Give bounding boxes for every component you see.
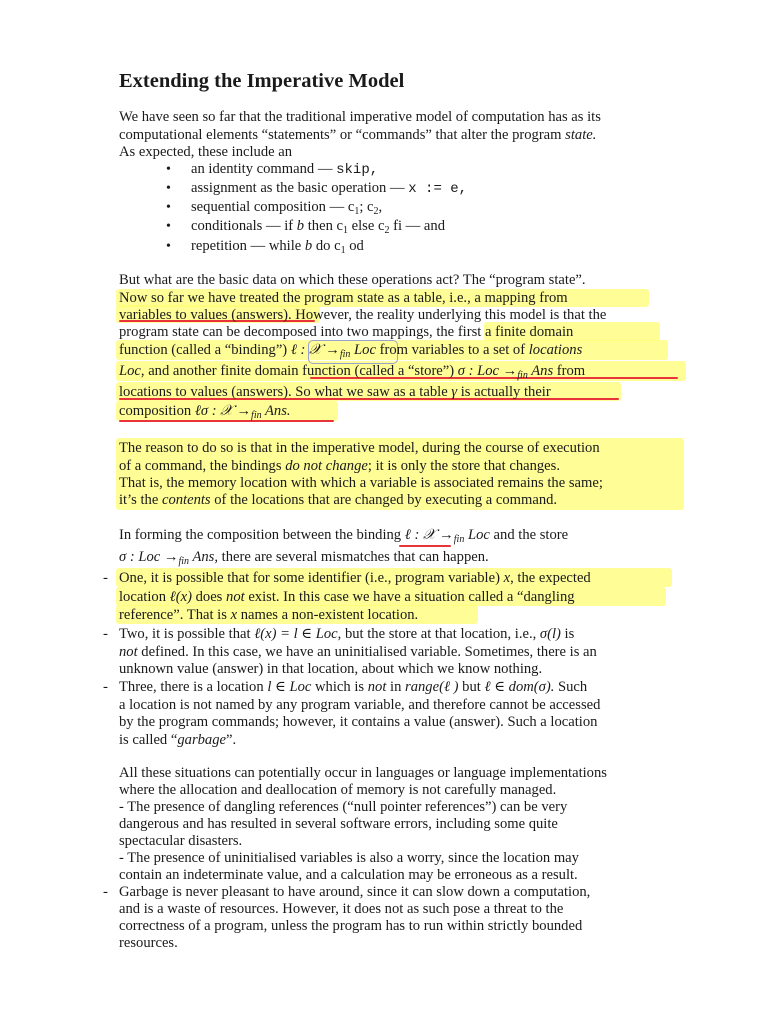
item-three-line-1: Three, there is a location l ∈ Loc which is not in range(ℓ ) but ℓ ∈ dom(σ). Such: [119, 679, 588, 695]
bullet-mark: •: [166, 200, 171, 215]
item-three-line-2: a location is not named by any program variable, and therefore cannot be accessed: [119, 697, 601, 713]
bullet-conditionals: conditionals — if b then $c_1$ else $c_2$ fi — and: [191, 218, 445, 236]
dash-mark: -: [103, 679, 108, 695]
item-one-line-2: location ℓ(x) does not exist. In this case we have a situation called a “dangling: [119, 589, 575, 605]
intro-line-2: computational elements “statements” or “commands” that alter the program state.: [119, 127, 597, 143]
garbage-line-3: correctness of a program, unless the program has to run within strictly bounded: [119, 918, 583, 934]
para3-line-1: The reason to do so is that in the imperative model, during the course of execution: [119, 440, 600, 456]
bullet-mark: •: [166, 181, 171, 196]
para2-line-8: composition ℓσ : 𝒳 $\to_{fin}$ Ans.: [119, 403, 291, 421]
para5-line-3: - The presence of dangling references (“null pointer references”) can be very: [119, 799, 568, 815]
dash-mark: -: [103, 626, 108, 642]
bullet-mark: •: [166, 219, 171, 234]
para3-line-4: it’s the contents of the locations that are changed by executing a command.: [119, 492, 558, 508]
para5-line-7: contain an indeterminate value, and a calculation may be erroneous as a result.: [119, 867, 578, 883]
page-title: Extending the Imperative Model: [119, 70, 405, 92]
garbage-line-1: Garbage is never pleasant to have around, since it can slow down a computation,: [119, 884, 591, 900]
item-two-line-2: not defined. In this case, we have an uninitialised variable. Sometimes, there is an: [119, 644, 597, 660]
para2-line-5: function (called a “binding”) ℓ : 𝒳 $\to_{fin}$ Loc from variables to a set of locations: [119, 342, 583, 360]
para5-line-1: All these situations can potentially occur in languages or language implementations: [119, 765, 607, 781]
dash-mark: -: [103, 570, 108, 586]
garbage-line-2: and is a waste of resources. However, it does not as such pose a threat to the: [119, 901, 564, 917]
intro-line-1: We have seen so far that the traditional imperative model of computation has as its: [119, 109, 601, 125]
dash-mark: -: [103, 884, 108, 900]
item-two-line-3: unknown value (answer) in that location, about which we know nothing.: [119, 661, 543, 677]
para3-line-2: of a command, the bindings do not change; it is only the store that changes.: [119, 458, 560, 474]
para5-line-6: - The presence of uninitialised variables is also a worry, since the location may: [119, 850, 579, 866]
para4-line-1: In forming the composition between the binding ℓ : 𝒳 $\to_{fin}$ Loc and the store: [119, 527, 569, 545]
bullet-mark: •: [166, 162, 171, 177]
item-three-line-3: by the program commands; however, it contains a value (answer). Such a location: [119, 714, 598, 730]
item-one-line-3: reference”. That is x names a non-existent location.: [119, 607, 419, 623]
item-two-line-1: Two, it is possible that ℓ(x) = l ∈ Loc, but the store at that location, i.e., σ(l) is: [119, 626, 575, 642]
para2-line-3: variables to values (answers). However, the reality underlying this model is that the: [119, 307, 607, 323]
bullet-mark: •: [166, 239, 171, 254]
item-one-line-1: One, it is possible that for some identifier (i.e., program variable) x, the expected: [119, 570, 591, 586]
garbage-line-4: resources.: [119, 935, 178, 951]
para4-line-2: σ : Loc $\to_{fin}$ Ans, there are several mismatches that can happen.: [119, 549, 489, 567]
para2-line-7: locations to values (answers). So what we saw as a table γ is actually their: [119, 384, 551, 400]
para2-line-2: Now so far we have treated the program state as a table, i.e., a mapping from: [119, 290, 568, 306]
bullet-assignment: assignment as the basic operation — x := e,: [191, 180, 468, 197]
para5-line-5: spectacular disasters.: [119, 833, 243, 849]
para5-line-4: dangerous and has resulted in several software errors, including some quite: [119, 816, 558, 832]
para2-line-6: Loc, and another finite domain function (called a “store”) σ : Loc $\to_{fin}$ Ans from: [119, 363, 586, 381]
bullet-identity: an identity command — skip,: [191, 161, 379, 178]
para2-line-4: program state can be decomposed into two mappings, the first a finite domain: [119, 324, 574, 340]
para2-line-1: But what are the basic data on which these operations act? The “program state”.: [119, 272, 586, 288]
para3-line-3: That is, the memory location with which a variable is associated remains the same;: [119, 475, 603, 491]
item-three-line-4: is called “garbage”.: [119, 732, 237, 748]
bullet-sequential: sequential composition — $c_1$; $c_2$,: [191, 199, 383, 217]
bullet-repetition: repetition — while b do $c_1$ od: [191, 238, 364, 256]
para5-line-2: where the allocation and deallocation of memory is not carefully managed.: [119, 782, 557, 798]
intro-line-3: As expected, these include an: [119, 144, 293, 160]
